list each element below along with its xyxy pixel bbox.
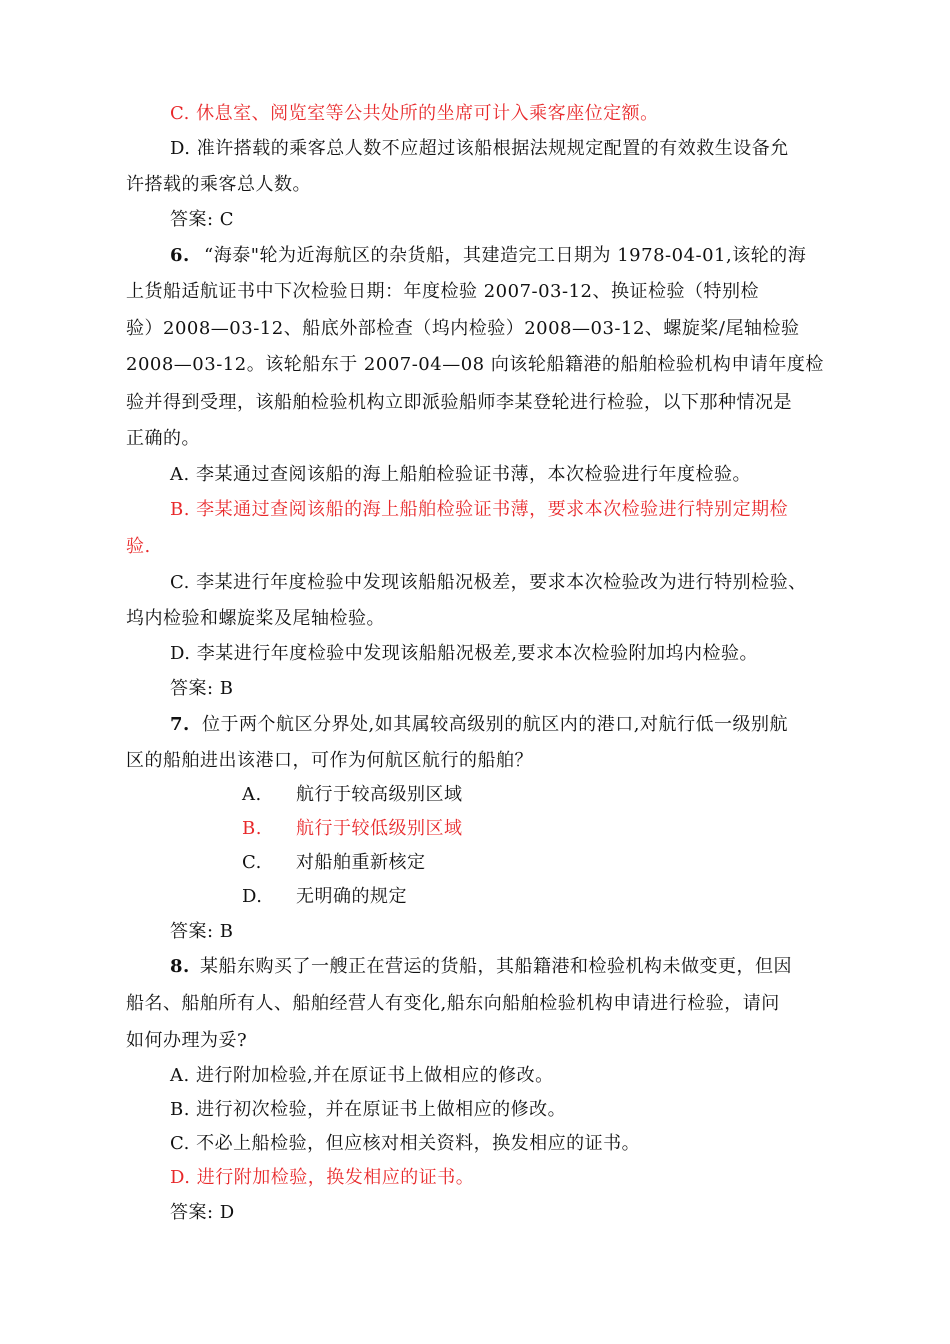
q5-option-d-line2: 许搭载的乘客总人数。 <box>126 174 311 195</box>
q5-answer: 答案: C <box>170 209 235 230</box>
q8-text-line1: 某船东购买了一艘正在营运的货船，其船籍港和检验机构未做变更，但因 <box>200 956 793 977</box>
q7-option-a-text: 航行于较高级别区域 <box>296 784 463 805</box>
q8-option-d: D. 进行附加检验，换发相应的证书。 <box>170 1167 475 1188</box>
q8-option-b: B. 进行初次检验，并在原证书上做相应的修改。 <box>170 1099 567 1120</box>
q8-option-a: A. 进行附加检验,并在原证书上做相应的修改。 <box>170 1065 554 1086</box>
q8-option-c: C. 不必上船检验，但应核对相关资料，换发相应的证书。 <box>170 1133 641 1154</box>
q6-answer: 答案: B <box>170 678 234 699</box>
q6-option-c-line2: 坞内检验和螺旋桨及尾轴检验。 <box>126 608 385 629</box>
q7-option-b-text: 航行于较低级别区域 <box>296 818 463 839</box>
q6-line5: 验并得到受理，该船舶检验机构立即派验船师李某登轮进行检验，以下那种情况是 <box>126 392 792 413</box>
q7-option-a-letter: A. <box>242 784 262 805</box>
q6-number: 6. <box>170 245 190 266</box>
q8-line3: 如何办理为妥? <box>126 1030 248 1051</box>
q5-option-c: C. 休息室、阅览室等公共处所的坐席可计入乘客座位定额。 <box>170 103 659 124</box>
q7-number: 7. <box>170 714 190 735</box>
q8-line2: 船名、船舶所有人、船舶经营人有变化,船东向船舶检验机构申请进行检验，请问 <box>126 993 780 1014</box>
q6-option-a: A. 李某通过查阅该船的海上船舶检验证书薄，本次检验进行年度检验。 <box>170 464 751 485</box>
q6-text-line1: “海泰"轮为近海航区的杂货船，其建造完工日期为 1978-04-01,该轮的海 <box>204 245 807 266</box>
q6-option-d: D. 李某进行年度检验中发现该船船况极差,要求本次检验附加坞内检验。 <box>170 643 758 664</box>
q6-line1 <box>170 244 806 268</box>
q7-option-c-text: 对船舶重新核定 <box>296 852 426 873</box>
q7-text-line1: 位于两个航区分界处,如其属较高级别的航区内的港口,对航行低一级别航 <box>202 714 788 735</box>
q6-line3: 验）2008—03-12、船底外部检查（坞内检验）2008—03-12、螺旋桨/尾轴检验 <box>126 318 800 339</box>
q6-option-b-line1: B. 李某通过查阅该船的海上船舶检验证书薄，要求本次检验进行特别定期检 <box>170 499 789 520</box>
q8-line1 <box>170 955 792 979</box>
q6-line2: 上货船适航证书中下次检验日期：年度检验 2007-03-12、换证检验（特别检 <box>126 281 759 302</box>
q7-option-d-text: 无明确的规定 <box>296 886 407 907</box>
q8-number: 8. <box>170 956 190 977</box>
q7-option-b-letter: B. <box>242 818 262 839</box>
q6-option-c-line1: C. 李某进行年度检验中发现该船船况极差，要求本次检验改为进行特别检验、 <box>170 572 807 593</box>
q7-option-d-letter: D. <box>242 886 263 907</box>
q7-answer: 答案: B <box>170 921 234 942</box>
q7-line1 <box>170 713 788 737</box>
q8-answer: 答案: D <box>170 1202 235 1223</box>
q6-option-b-line2: 验. <box>126 536 151 557</box>
q6-line4: 2008—03-12。该轮船东于 2007-04—08 向该轮船籍港的船舶检验机构申请年度检 <box>126 354 824 375</box>
q5-option-d-line1: D. 准许搭载的乘客总人数不应超过该船根据法规规定配置的有效救生设备允 <box>170 138 789 159</box>
q6-line6: 正确的。 <box>126 428 200 449</box>
q7-line2: 区的船舶进出该港口，可作为何航区航行的船舶？ <box>126 750 533 771</box>
q7-option-c-letter: C. <box>242 852 262 873</box>
